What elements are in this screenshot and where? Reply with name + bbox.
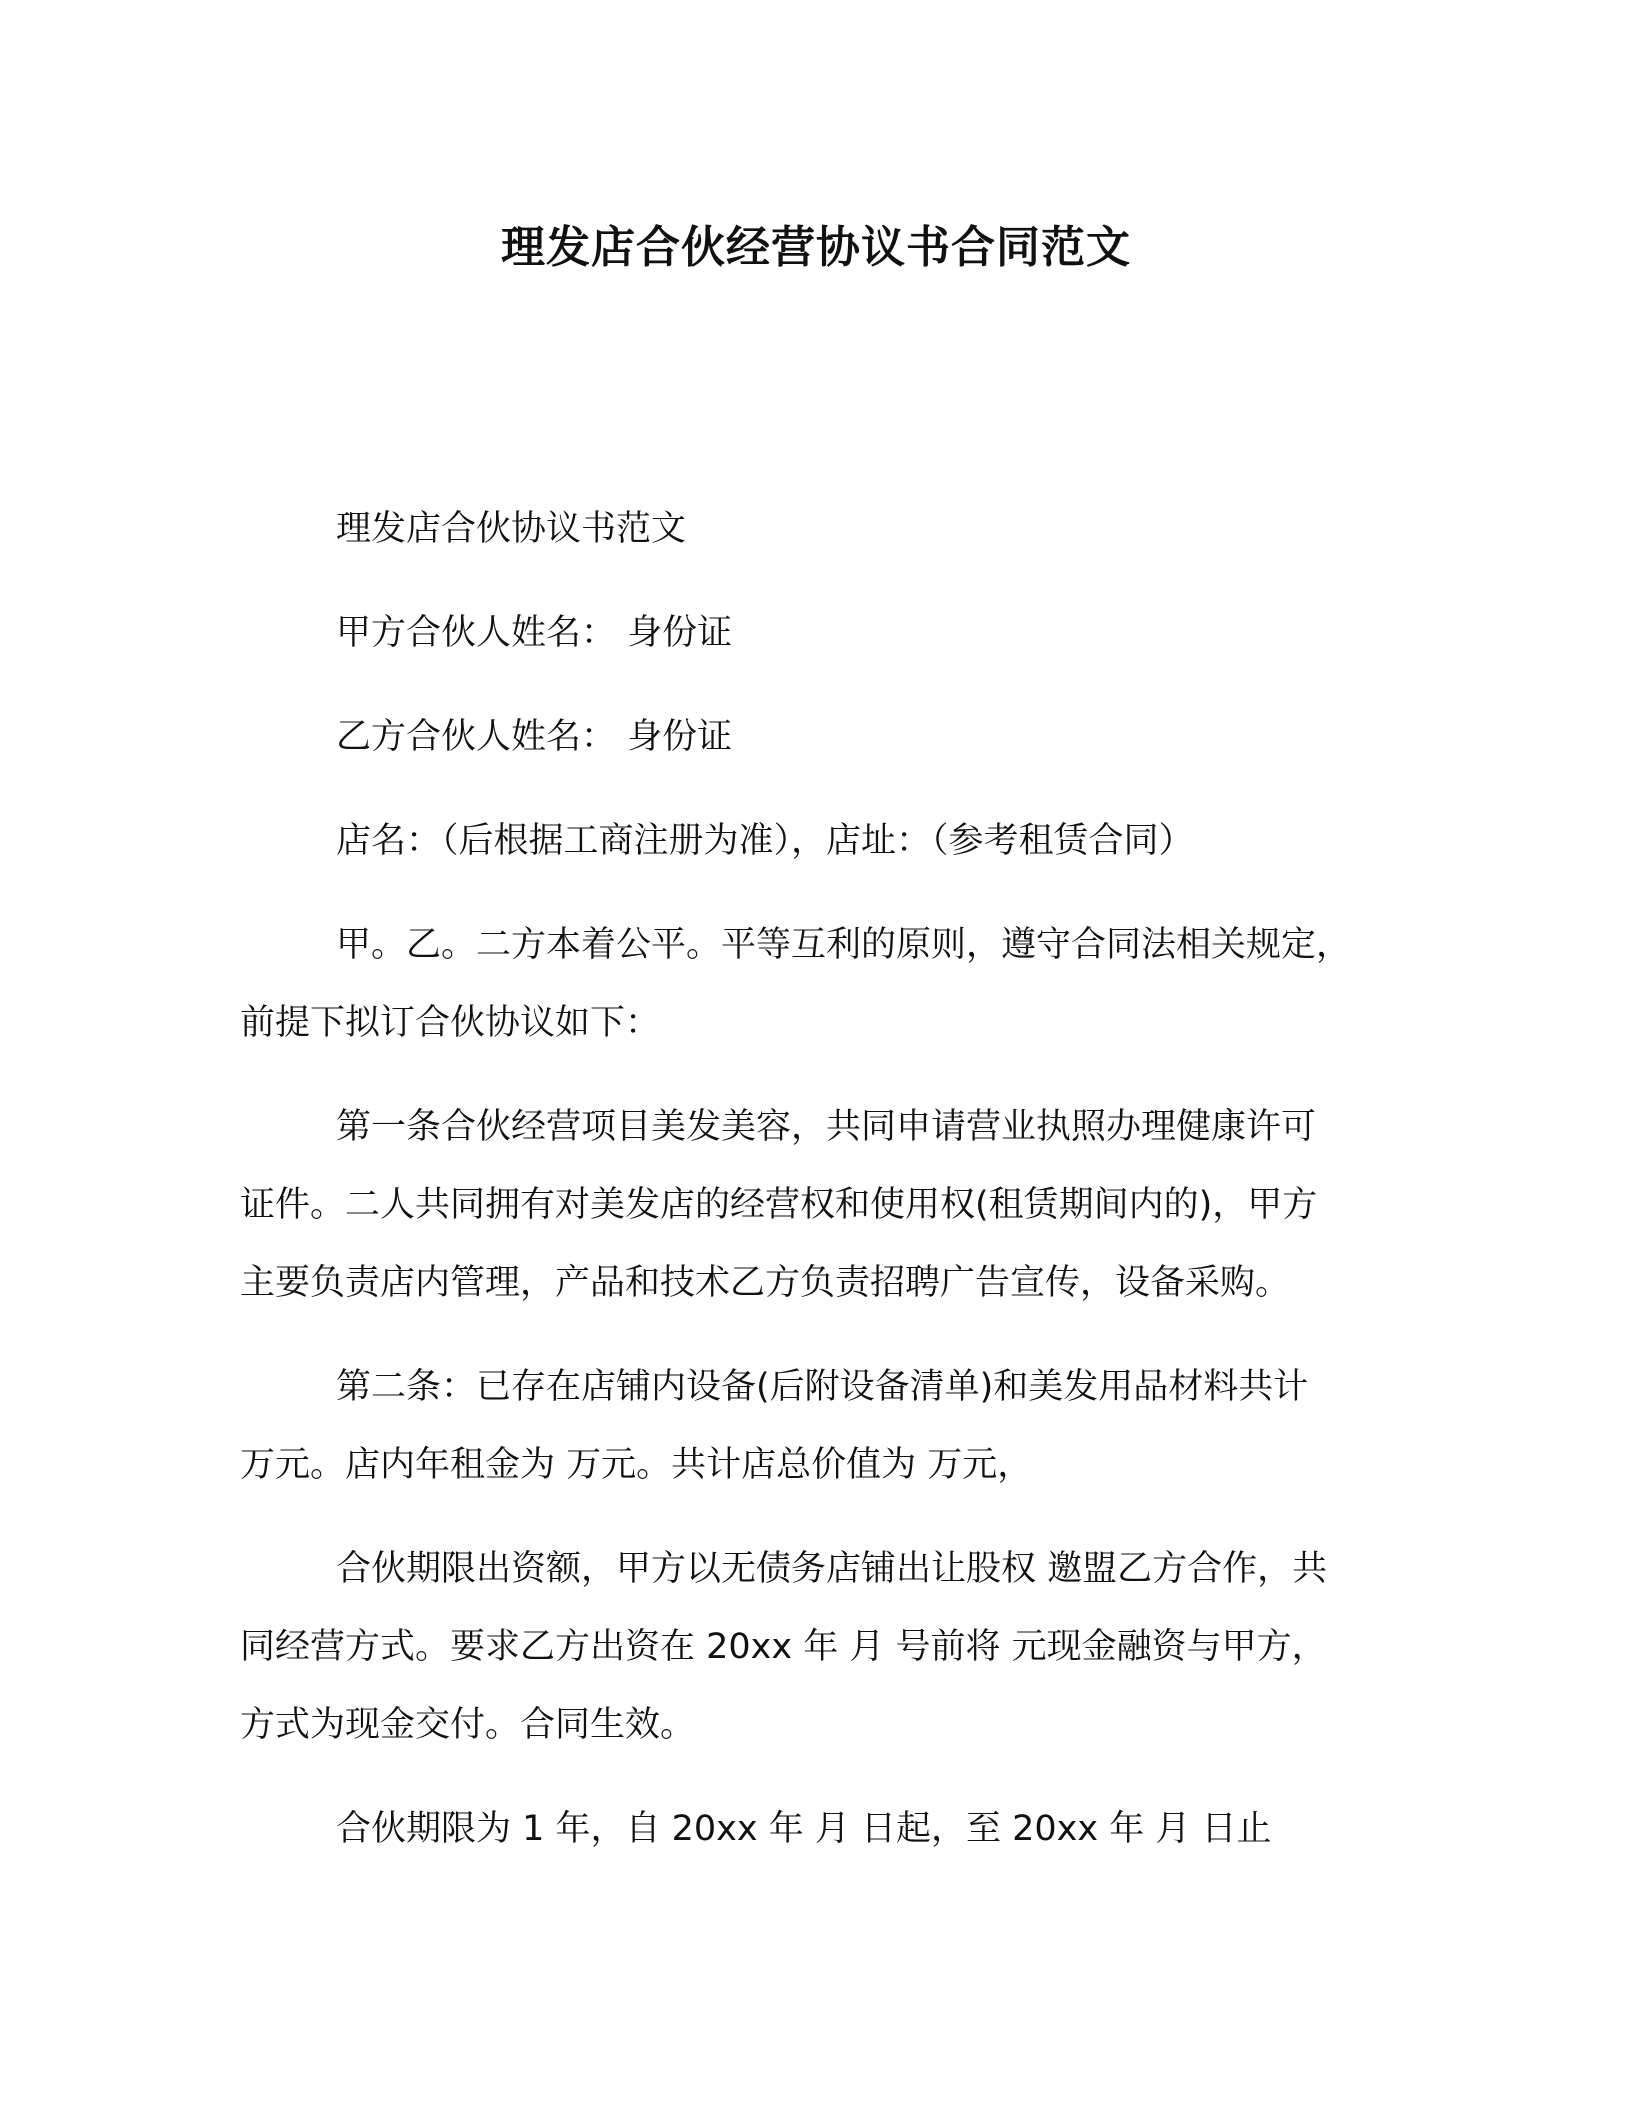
paragraph-party-a <box>240 594 1410 672</box>
paragraph-line: 合伙期限出资额，甲方以无债务店铺出让股权 邀盟乙方合作，共 <box>336 1549 1328 1589</box>
paragraph-line: 主要负责店内管理，产品和技术乙方负责招聘广告宣传，设备采购。 <box>240 1263 1291 1303</box>
paragraph-investment <box>240 1530 1410 1764</box>
paragraph-line: 第一条合伙经营项目美发美容，共同申请营业执照办理健康许可 <box>336 1107 1317 1147</box>
paragraph-line: 第二条：已存在店铺内设备(后附设备清单)和美发用品材料共计 <box>336 1367 1309 1407</box>
paragraph-line: 理发店合伙协议书范文 <box>336 509 687 549</box>
paragraph-subtitle <box>240 490 1410 568</box>
document-title: 理发店合伙经营协议书合同范文 <box>501 222 1131 273</box>
paragraph-article-1 <box>240 1088 1410 1322</box>
paragraph-party-b <box>240 698 1410 776</box>
paragraph-line: 证件。二人共同拥有对美发店的经营权和使用权(租赁期间内的)，甲方 <box>240 1185 1318 1225</box>
paragraph-line: 方式为现金交付。合同生效。 <box>240 1705 696 1745</box>
paragraph-line: 乙方合伙人姓名： 身份证 <box>336 717 733 757</box>
paragraph-line: 合伙期限为 1 年，自 20xx 年 月 日起，至 20xx 年 月 日止 <box>336 1809 1272 1849</box>
paragraph-article-2 <box>240 1348 1410 1504</box>
paragraph-line: 前提下拟订合伙协议如下： <box>240 1003 661 1043</box>
paragraph-line: 店名：（后根据工商注册为准），店址：（参考租赁合同） <box>336 821 1194 861</box>
paragraph-term <box>240 1790 1410 1868</box>
paragraph-preamble <box>240 906 1410 1062</box>
document-body <box>240 490 1410 1894</box>
paragraph-line: 甲方合伙人姓名： 身份证 <box>336 613 733 653</box>
paragraph-line: 甲。乙。二方本着公平。平等互利的原则，遵守合同法相关规定， <box>336 925 1352 965</box>
paragraph-line: 同经营方式。要求乙方出资在 20xx 年 月 号前将 元现金融资与甲方， <box>240 1627 1327 1667</box>
paragraph-line: 万元。店内年租金为 万元。共计店总价值为 万元， <box>240 1445 1033 1485</box>
paragraph-store-info <box>240 802 1410 880</box>
